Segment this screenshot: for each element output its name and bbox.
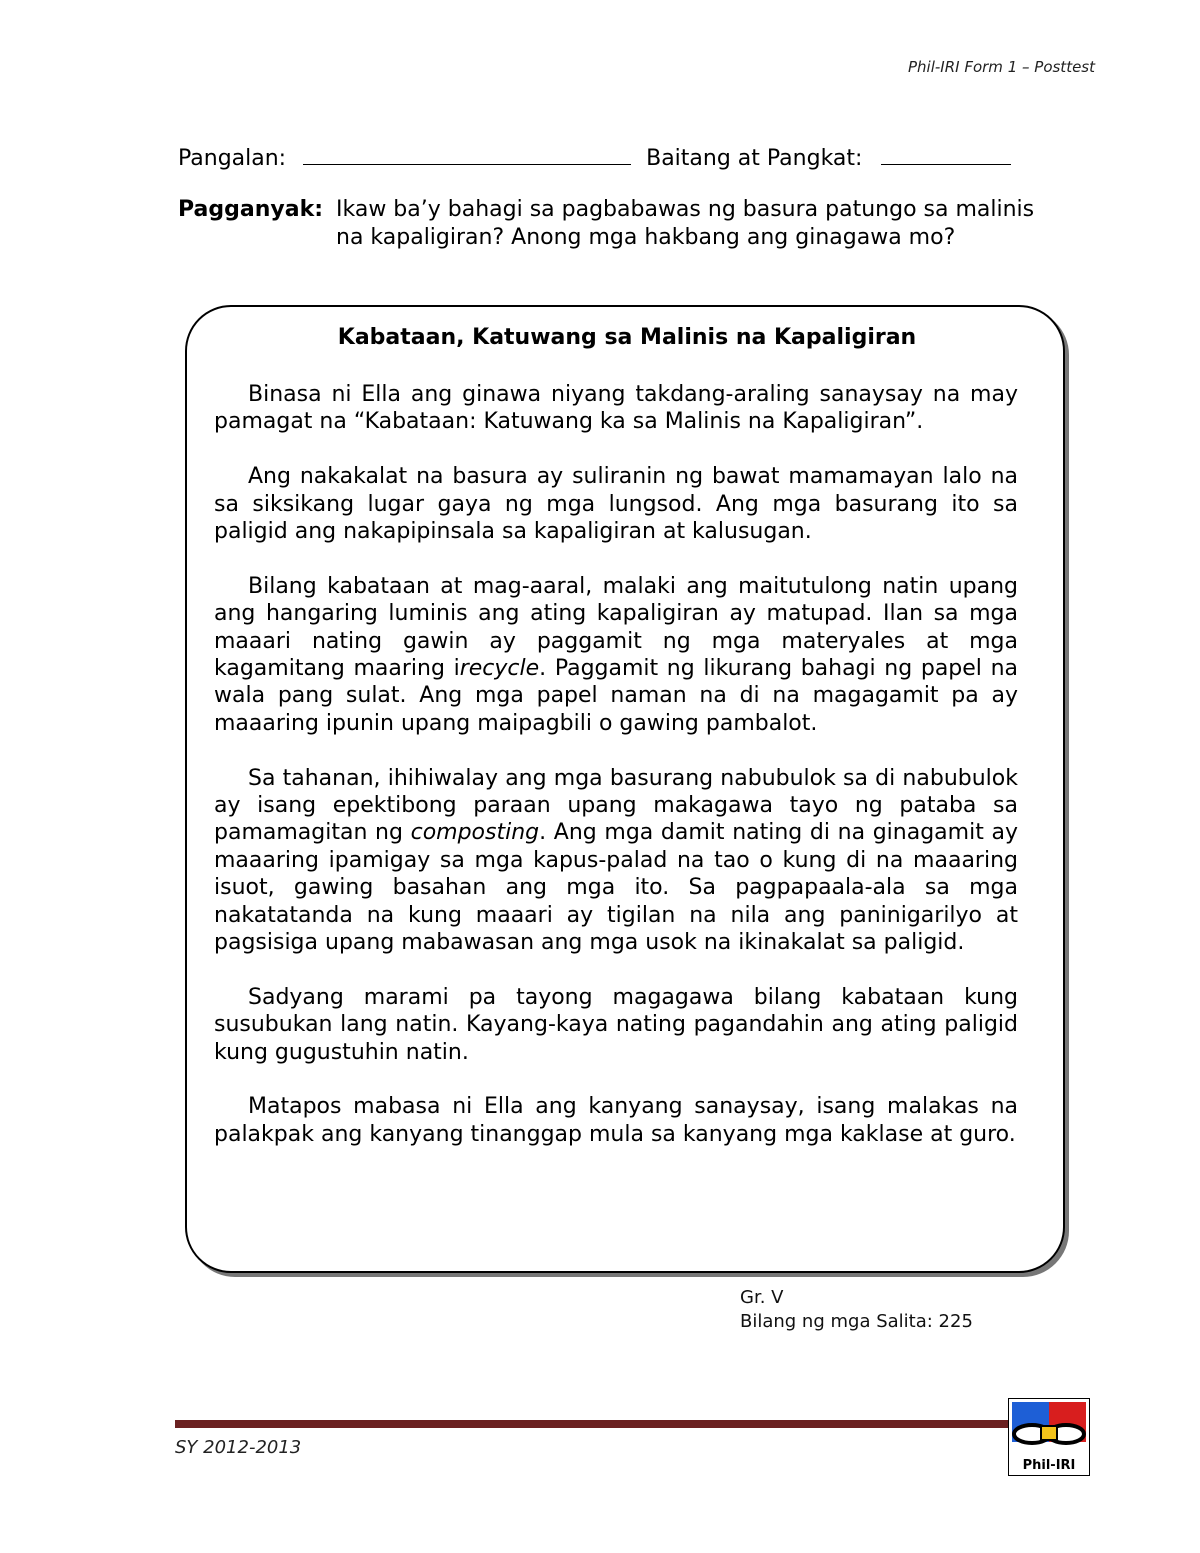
grade-level: Gr. V xyxy=(740,1287,784,1308)
logo-text: Phil-IRI xyxy=(1022,1458,1076,1473)
italic-word-composting: composting xyxy=(410,820,540,846)
school-year: SY 2012-2013 xyxy=(175,1437,302,1458)
name-blank-line[interactable] xyxy=(303,142,631,165)
grade-section-blank-line[interactable] xyxy=(881,142,1011,165)
story-paragraph-5: Sadyang marami pa tayong magagawa bilang kabataan kung susubukan lang natin. Kayang-kaya nating pagandahin ang ating paligid kung gugustuhin natin. xyxy=(214,984,1018,1065)
story-body xyxy=(214,381,1018,1148)
story-meta xyxy=(740,1286,973,1334)
motivation-label: Pagganyak: xyxy=(178,197,323,222)
phil-iri-logo-icon xyxy=(1008,1398,1090,1476)
footer-divider-bar xyxy=(175,1420,1087,1428)
italic-word-recycle: recycle xyxy=(459,656,540,682)
motivation-section xyxy=(178,196,1038,252)
form-header-label: Phil-IRI Form 1 – Posttest xyxy=(908,58,1095,76)
phil-iri-logo xyxy=(1008,1398,1090,1476)
grade-section-label: Baitang at Pangkat: xyxy=(646,146,863,171)
story-title: Kabataan, Katuwang sa Malinis na Kapaligiran xyxy=(337,325,917,350)
word-count: Bilang ng mga Salita: 225 xyxy=(740,1311,973,1332)
story-paragraph-6: Matapos mabasa ni Ella ang kanyang sanaysay, isang malakas na palakpak ang kanyang tinanggap mula sa kanyang mga kaklase at guro. xyxy=(214,1094,1018,1147)
motivation-text: Ikaw ba’y bahagi sa pagbabawas ng basura patungo sa malinis na kapaligiran? Anong mga hakbang ang ginagawa mo? xyxy=(336,197,1035,250)
story-paragraph-3: Bilang kabataan at mag-aaral, malaki ang maitutulong natin upang ang hangaring luminis ang ating kapaligiran ay matupad. Ilan sa mga maaari nating gawin ay paggamit ng mga materyales at mga kagamitang maaring irecycle. Paggamit ng likurang bahagi ng papel na wala pang sulat. Ang mga papel naman na di na magagamit pa ay maaaring ipunin upang maipagbili o gawing pambalot. xyxy=(214,573,1018,736)
story-paragraph-1: Binasa ni Ella ang ginawa niyang takdang-araling sanaysay na may pamagat na “Kabataan: Katuwang ka sa Malinis na Kapaligiran”. xyxy=(214,382,1018,435)
student-info-row xyxy=(178,142,1028,171)
story-paragraph-4: Sa tahanan, ihihiwalay ang mga basurang nabubulok sa di nabubulok ay isang epektibong paraan upang makagawa tayo ng pataba sa pamamagitan ng composting. Ang mga damit nating di na ginagamit ay maaaring ipamigay sa mga kapus-palad na tao o kung di na maaaring isuot, gawing basahan ang mga ito. Sa pagpapaala-ala sa mga nakatatanda na kung maaari ay tigilan na nila ang paninigarilyo at pagsisiga upang mabawasan ang mga usok na ikinakalat sa paligid. xyxy=(214,765,1018,956)
name-label: Pangalan: xyxy=(178,146,287,171)
story-paragraph-2: Ang nakakalat na basura ay suliranin ng bawat mamamayan lalo na sa siksikang lugar gaya ng mga lungsod. Ang mga basurang ito sa paligid ang nakapipinsala sa kapaligiran at kalusugan. xyxy=(214,464,1018,545)
